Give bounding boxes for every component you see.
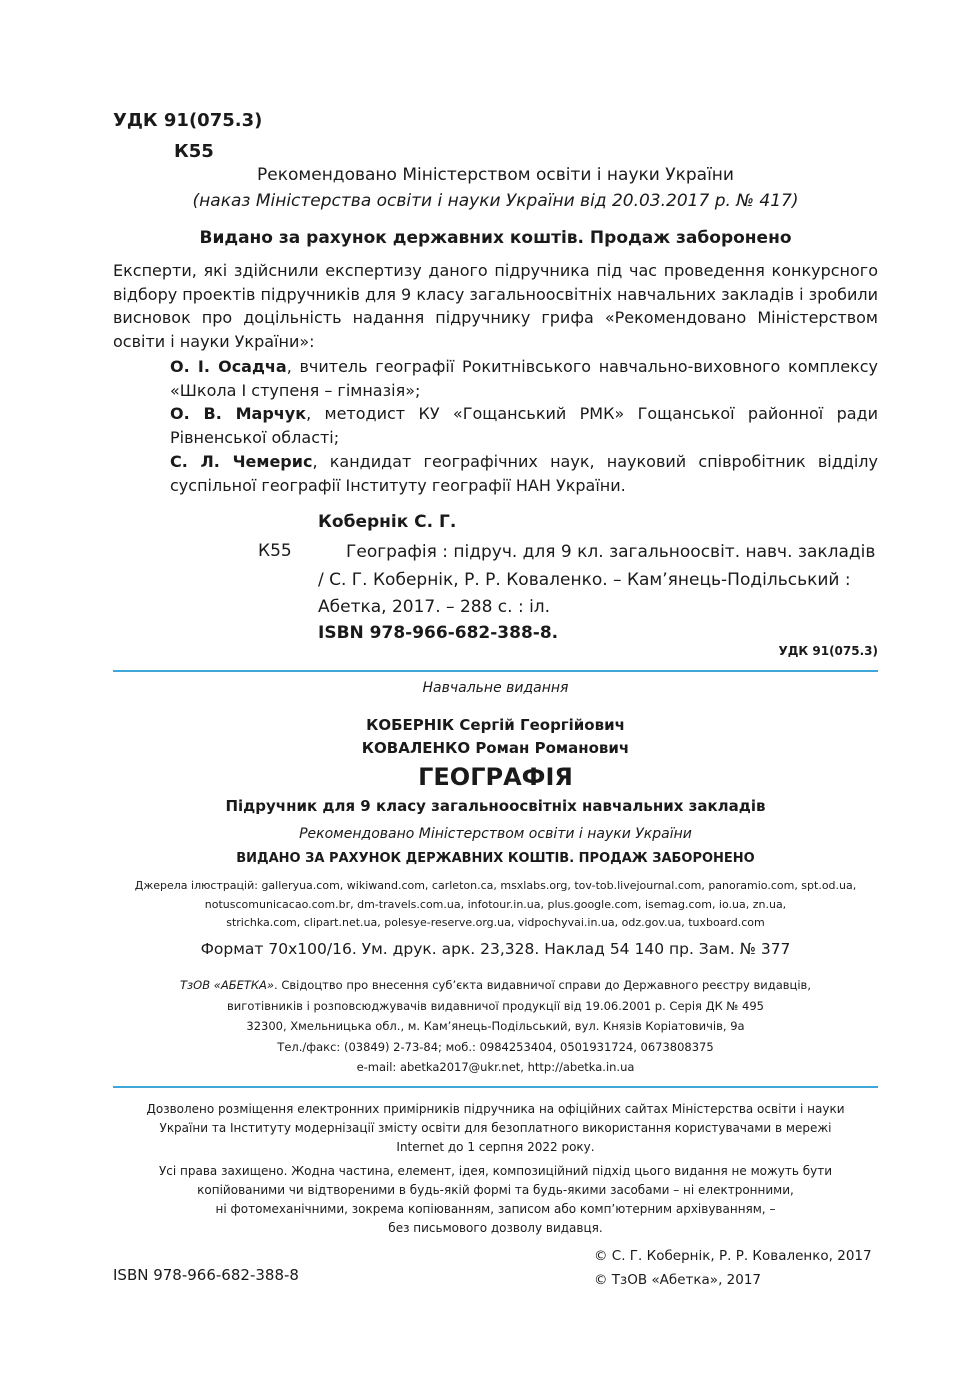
author-mark-code: К55 <box>174 141 214 162</box>
reviewer-description: , кандидат географічних наук, науковий співробітник відділу суспільної географії Інституту географії НАН України. <box>170 452 879 495</box>
reviewer-entry <box>170 402 878 449</box>
ministry-recommendation: Рекомендовано Міністерством освіти і науки України <box>257 165 734 185</box>
rights-line: Усі права захищено. Жодна частина, елемент, ідея, композиційний підхід цього видання не можуть бути <box>158 1164 833 1178</box>
illustration-sources <box>113 877 878 933</box>
rights-line: копійованими чи відтвореними в будь-якій формі та будь-якими засобами – ні електронними, <box>197 1183 794 1197</box>
reviewer-description: , методист КУ «Гощанський РМК» Гощанської районної ради Рівненської області; <box>170 404 879 447</box>
reviewer-entry <box>170 450 878 497</box>
publisher-contact: e-mail: abetka2017@ukr.net, http://abetka.in.ua <box>356 1060 635 1074</box>
publisher-name: ТзОВ «АБЕТКА» <box>180 978 275 992</box>
permission-line: України та Інституту модернізації змісту освіти для безоплатного використання користувачами в мережі <box>159 1121 832 1135</box>
book-title: ГЕОГРАФІЯ <box>418 763 573 791</box>
bib-code: К55 <box>258 541 292 561</box>
rights-line: без письмового дозволу видавця. <box>388 1221 603 1235</box>
copyright-block <box>594 1244 872 1292</box>
rights-line: ні фотомеханічними, зокрема копіюванням, записом або комп’ютерним архівуванням, – <box>215 1202 776 1216</box>
ministry-order: (наказ Міністерства освіти і науки України від 20.03.2017 р. № 417) <box>192 191 799 211</box>
publisher-line: виготівників і розповсюджувачів видавничої продукції від 19.06.2001 р. Серія ДК № 495 <box>227 998 764 1013</box>
reviewer-name: С. Л. Чемерис <box>170 452 313 471</box>
edition-type: Навчальне видання <box>422 680 569 696</box>
bib-isbn: ISBN 978-966-682-388-8. <box>318 623 559 643</box>
state-funded-notice: Видано за рахунок державних коштів. Продаж заборонено <box>199 228 792 248</box>
distribution-permission <box>113 1100 878 1157</box>
book-subtitle: Підручник для 9 класу загальноосвітніх навчальних закладів <box>225 797 766 815</box>
publisher-info <box>113 975 878 1078</box>
sources-line: strichka.com, clipart.net.ua, polesye-reserve.org.ua, vidpochyvai.in.ua, odz.gov.ua, tuxboard.com <box>226 916 765 929</box>
bib-author: Кобернік С. Г. <box>318 512 457 532</box>
reviewer-name: О. І. Осадча <box>170 357 287 376</box>
author-name: КОБЕРНІК Сергій Георгійович <box>366 716 625 734</box>
divider-line <box>113 1086 878 1088</box>
ministry-recommendation: Рекомендовано Міністерством освіти і науки України <box>299 826 692 842</box>
bib-line: / С. Г. Кобернік, Р. Р. Коваленко. – Кам’янець-Подільський : <box>318 569 851 590</box>
sources-line: Джерела ілюстрацій: galleryua.com, wikiwand.com, carleton.ca, msxlabs.org, tov-tob.livejournal.com, panoramio.com, spt.od.ua, <box>134 879 857 892</box>
sources-line: notuscomunicacao.com.br, dm-travels.com.ua, infotour.in.ua, plus.google.com, isemag.com, io.ua, zn.ua, <box>204 897 787 911</box>
divider-line <box>113 670 878 672</box>
publisher-address: 32300, Хмельницька обл., м. Кам’янець-Подільський, вул. Князів Коріатовичів, 9а <box>246 1019 745 1033</box>
bib-description <box>318 539 878 622</box>
permission-line: Дозволено розміщення електронних примірників підручника на офіційних сайтах Міністерства освіти і науки <box>146 1102 845 1116</box>
copyright-line: © С. Г. Кобернік, Р. Р. Коваленко, 2017 <box>594 1248 872 1264</box>
permission-line: Internet до 1 серпня 2022 року. <box>396 1140 595 1154</box>
isbn-bottom: ISBN 978-966-682-388-8 <box>113 1266 299 1284</box>
reviewer-name: О. В. Марчук <box>170 404 307 423</box>
bib-line: Географія : підруч. для 9 кл. загальноосвіт. навч. закладів <box>346 542 876 562</box>
reviewer-entry <box>170 355 878 402</box>
state-funded-notice: ВИДАНО ЗА РАХУНОК ДЕРЖАВНИХ КОШТІВ. ПРОДАЖ ЗАБОРОНЕНО <box>236 851 755 866</box>
author-name: КОВАЛЕНКО Роман Романович <box>361 739 630 757</box>
bib-udk: УДК 91(075.3) <box>778 644 878 658</box>
rights-notice <box>113 1162 878 1238</box>
udk-code: УДК 91(075.3) <box>113 110 263 131</box>
publisher-phone: Тел./факс: (03849) 2-73-84; моб.: 0984253404, 0501931724, 0673808375 <box>277 1039 714 1054</box>
bib-line: Абетка, 2017. – 288 с. : іл. <box>318 597 551 617</box>
publisher-certificate: . Свідоцтво про внесення суб’єкта видавничої справи до Державного реєстру видавців, <box>274 978 811 992</box>
copyright-line: © ТзОВ «Абетка», 2017 <box>594 1272 762 1288</box>
reviewer-description: , вчитель географії Рокитнівського навчально-виховного комплексу «Школа І ступеня – гімназія»; <box>170 357 879 400</box>
experts-intro: Експерти, які здійснили експертизу даного підручника під час проведення конкурсного відбору проектів підручників для 9 класу загальноосвітніх навчальних закладів і зробили висновок про доцільність надання підручнику грифа «Рекомендовано Міністерством освіти і науки України»: <box>113 261 878 351</box>
publisher-line <box>113 975 878 996</box>
print-format: Формат 70x100/16. Ум. друк. арк. 23,328. Наклад 54 140 пр. Зам. № 377 <box>200 940 791 958</box>
